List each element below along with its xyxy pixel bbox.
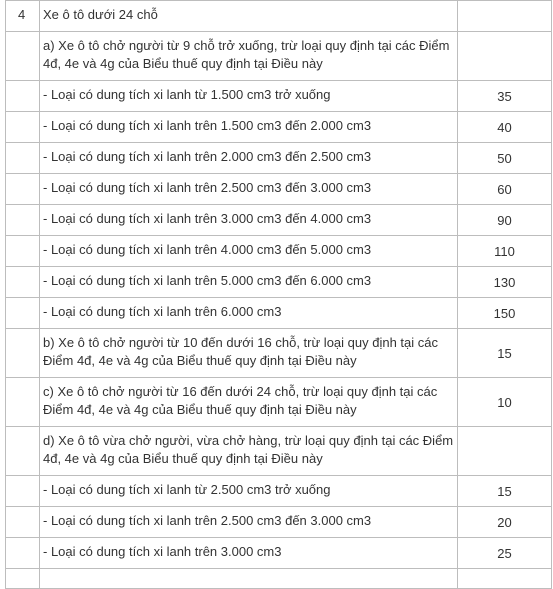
table-row bbox=[6, 298, 552, 329]
item-description: - Loại có dung tích xi lanh trên 3.000 cm3 đến 4.000 cm3 bbox=[40, 205, 458, 236]
item-description: a) Xe ô tô chở người từ 9 chỗ trở xuống, trừ loại quy định tại các Điểm 4đ, 4e và 4g của Biểu thuế quy định tại Điều này bbox=[40, 32, 458, 81]
item-rate bbox=[458, 427, 552, 476]
item-rate: 10 bbox=[458, 378, 552, 427]
tax-rate-table bbox=[5, 0, 552, 589]
table-row bbox=[6, 32, 552, 81]
item-rate: 20 bbox=[458, 507, 552, 538]
empty-number-cell bbox=[6, 205, 40, 236]
empty-number-cell bbox=[6, 81, 40, 112]
item-description: - Loại có dung tích xi lanh từ 2.500 cm3 trở xuống bbox=[40, 476, 458, 507]
item-rate: 35 bbox=[458, 81, 552, 112]
item-rate: 150 bbox=[458, 298, 552, 329]
item-rate: 110 bbox=[458, 236, 552, 267]
item-rate bbox=[458, 32, 552, 81]
empty-number-cell bbox=[6, 112, 40, 143]
item-description: b) Xe ô tô chở người từ 10 đến dưới 16 chỗ, trừ loại quy định tại các Điểm 4đ, 4e và 4g của Biểu thuế quy định tại Điều này bbox=[40, 329, 458, 378]
empty-number-cell bbox=[6, 329, 40, 378]
item-description: - Loại có dung tích xi lanh trên 2.000 cm3 đến 2.500 cm3 bbox=[40, 143, 458, 174]
empty-number-cell bbox=[6, 174, 40, 205]
tax-rate-document bbox=[5, 0, 552, 589]
item-description: - Loại có dung tích xi lanh trên 4.000 cm3 đến 5.000 cm3 bbox=[40, 236, 458, 267]
item-rate: 90 bbox=[458, 205, 552, 236]
empty-number-cell bbox=[6, 236, 40, 267]
item-description: d) Xe ô tô vừa chở người, vừa chở hàng, trừ loại quy định tại các Điểm 4đ, 4e và 4g của Biểu thuế quy định tại Điều này bbox=[40, 427, 458, 476]
empty-cell bbox=[40, 569, 458, 589]
table-row bbox=[6, 143, 552, 174]
table-row bbox=[6, 476, 552, 507]
item-description: - Loại có dung tích xi lanh trên 2.500 cm3 đến 3.000 cm3 bbox=[40, 507, 458, 538]
item-rate: 25 bbox=[458, 538, 552, 569]
empty-cell bbox=[6, 569, 40, 589]
table-row bbox=[6, 329, 552, 378]
item-rate: 50 bbox=[458, 143, 552, 174]
empty-number-cell bbox=[6, 267, 40, 298]
item-description: - Loại có dung tích xi lanh trên 1.500 cm3 đến 2.000 cm3 bbox=[40, 112, 458, 143]
item-description: - Loại có dung tích xi lanh từ 1.500 cm3 trở xuống bbox=[40, 81, 458, 112]
section-number: 4 bbox=[6, 1, 40, 32]
empty-number-cell bbox=[6, 378, 40, 427]
table-row bbox=[6, 112, 552, 143]
table-row bbox=[6, 507, 552, 538]
item-rate: 15 bbox=[458, 329, 552, 378]
empty-number-cell bbox=[6, 476, 40, 507]
item-description: - Loại có dung tích xi lanh trên 5.000 cm3 đến 6.000 cm3 bbox=[40, 267, 458, 298]
table-row bbox=[6, 236, 552, 267]
item-rate: 15 bbox=[458, 476, 552, 507]
section-title: Xe ô tô dưới 24 chỗ bbox=[40, 1, 458, 32]
item-description: c) Xe ô tô chở người từ 16 đến dưới 24 chỗ, trừ loại quy định tại các Điểm 4đ, 4e và 4g của Biểu thuế quy định tại Điều này bbox=[40, 378, 458, 427]
item-rate: 60 bbox=[458, 174, 552, 205]
empty-cell bbox=[458, 569, 552, 589]
table-row bbox=[6, 538, 552, 569]
table-row bbox=[6, 378, 552, 427]
item-description: - Loại có dung tích xi lanh trên 6.000 cm3 bbox=[40, 298, 458, 329]
item-description: - Loại có dung tích xi lanh trên 3.000 cm3 bbox=[40, 538, 458, 569]
empty-number-cell bbox=[6, 538, 40, 569]
table-row bbox=[6, 427, 552, 476]
empty-number-cell bbox=[6, 507, 40, 538]
empty-number-cell bbox=[6, 427, 40, 476]
table-row bbox=[6, 205, 552, 236]
table-row bbox=[6, 174, 552, 205]
item-description: - Loại có dung tích xi lanh trên 2.500 cm3 đến 3.000 cm3 bbox=[40, 174, 458, 205]
item-rate: 40 bbox=[458, 112, 552, 143]
section-rate-cell bbox=[458, 1, 552, 32]
item-rate: 130 bbox=[458, 267, 552, 298]
table-row-cut-off bbox=[6, 569, 552, 589]
empty-number-cell bbox=[6, 32, 40, 81]
empty-number-cell bbox=[6, 143, 40, 174]
table-row bbox=[6, 81, 552, 112]
table-row-section-header bbox=[6, 1, 552, 32]
empty-number-cell bbox=[6, 298, 40, 329]
table-row bbox=[6, 267, 552, 298]
